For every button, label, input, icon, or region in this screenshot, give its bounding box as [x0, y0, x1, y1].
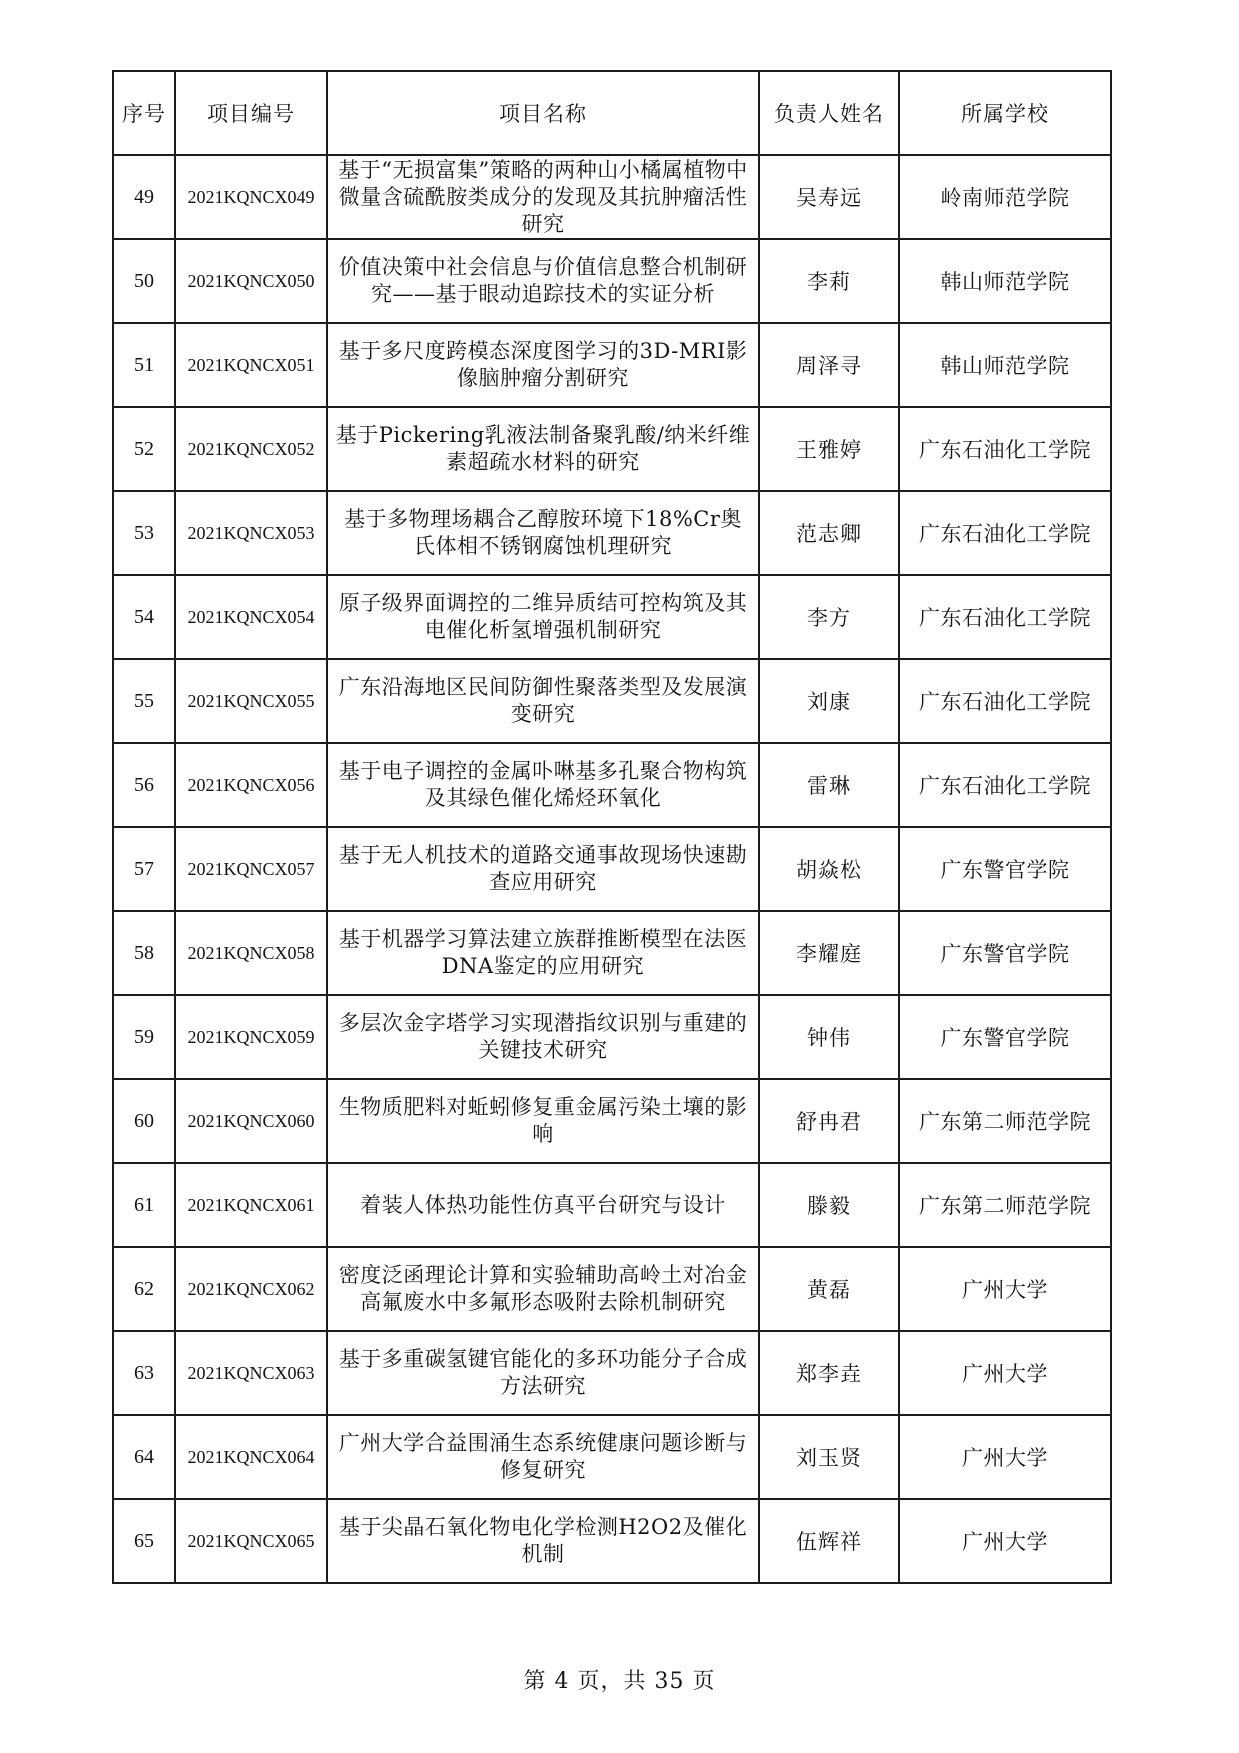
table-row	[113, 1499, 1111, 1583]
cell-name: 基于无人机技术的道路交通事故现场快速勘查应用研究	[327, 827, 759, 911]
cell-leader: 雷琳	[759, 743, 899, 827]
cell-school: 岭南师范学院	[899, 155, 1111, 239]
cell-leader: 舒冉君	[759, 1079, 899, 1163]
cell-name: 基于“无损富集”策略的两种山小橘属植物中微量含硫酰胺类成分的发现及其抗肿瘤活性研究	[327, 155, 759, 239]
table-row	[113, 659, 1111, 743]
cell-name: 广州大学合益围涌生态系统健康问题诊断与修复研究	[327, 1415, 759, 1499]
table-row	[113, 827, 1111, 911]
cell-code: 2021KQNCX057	[175, 827, 327, 911]
table-row	[113, 743, 1111, 827]
cell-leader: 刘康	[759, 659, 899, 743]
project-table	[112, 70, 1112, 1584]
cell-name: 基于尖晶石氧化物电化学检测H2O2及催化机制	[327, 1499, 759, 1583]
cell-name: 基于电子调控的金属卟啉基多孔聚合物构筑及其绿色催化烯烃环氧化	[327, 743, 759, 827]
cell-school: 广东警官学院	[899, 995, 1111, 1079]
header-seq: 序号	[113, 71, 175, 155]
cell-code: 2021KQNCX052	[175, 407, 327, 491]
cell-name: 基于多物理场耦合乙醇胺环境下18%Cr奥氏体相不锈钢腐蚀机理研究	[327, 491, 759, 575]
table-row	[113, 1247, 1111, 1331]
cell-code: 2021KQNCX053	[175, 491, 327, 575]
cell-code: 2021KQNCX064	[175, 1415, 327, 1499]
cell-code: 2021KQNCX065	[175, 1499, 327, 1583]
cell-seq: 56	[113, 743, 175, 827]
cell-seq: 61	[113, 1163, 175, 1247]
cell-name: 生物质肥料对蚯蚓修复重金属污染土壤的影响	[327, 1079, 759, 1163]
cell-leader: 王雅婷	[759, 407, 899, 491]
cell-school: 广东警官学院	[899, 827, 1111, 911]
cell-code: 2021KQNCX056	[175, 743, 327, 827]
cell-leader: 胡焱松	[759, 827, 899, 911]
table-row	[113, 995, 1111, 1079]
cell-name: 基于多尺度跨模态深度图学习的3D-MRI影像脑肿瘤分割研究	[327, 323, 759, 407]
cell-school: 广东第二师范学院	[899, 1163, 1111, 1247]
cell-school: 广东第二师范学院	[899, 1079, 1111, 1163]
cell-seq: 53	[113, 491, 175, 575]
table-header	[113, 71, 1111, 155]
cell-leader: 滕毅	[759, 1163, 899, 1247]
header-row	[113, 71, 1111, 155]
cell-leader: 钟伟	[759, 995, 899, 1079]
cell-school: 广东石油化工学院	[899, 491, 1111, 575]
cell-leader: 李耀庭	[759, 911, 899, 995]
cell-leader: 刘玉贤	[759, 1415, 899, 1499]
cell-name: 基于Pickering乳液法制备聚乳酸/纳米纤维素超疏水材料的研究	[327, 407, 759, 491]
cell-leader: 周泽寻	[759, 323, 899, 407]
cell-code: 2021KQNCX061	[175, 1163, 327, 1247]
cell-school: 广州大学	[899, 1247, 1111, 1331]
cell-seq: 54	[113, 575, 175, 659]
header-leader: 负责人姓名	[759, 71, 899, 155]
cell-leader: 范志卿	[759, 491, 899, 575]
cell-name: 广东沿海地区民间防御性聚落类型及发展演变研究	[327, 659, 759, 743]
cell-seq: 63	[113, 1331, 175, 1415]
cell-seq: 55	[113, 659, 175, 743]
table-row	[113, 239, 1111, 323]
cell-name: 基于多重碳氢键官能化的多环功能分子合成方法研究	[327, 1331, 759, 1415]
cell-seq: 62	[113, 1247, 175, 1331]
cell-leader: 伍辉祥	[759, 1499, 899, 1583]
table-row	[113, 323, 1111, 407]
cell-code: 2021KQNCX062	[175, 1247, 327, 1331]
table-row	[113, 575, 1111, 659]
cell-seq: 57	[113, 827, 175, 911]
cell-name: 密度泛函理论计算和实验辅助高岭土对冶金高氟废水中多氟形态吸附去除机制研究	[327, 1247, 759, 1331]
cell-school: 广州大学	[899, 1499, 1111, 1583]
table-row	[113, 1331, 1111, 1415]
cell-code: 2021KQNCX050	[175, 239, 327, 323]
cell-seq: 52	[113, 407, 175, 491]
cell-seq: 64	[113, 1415, 175, 1499]
table-row	[113, 491, 1111, 575]
cell-school: 韩山师范学院	[899, 239, 1111, 323]
header-name: 项目名称	[327, 71, 759, 155]
cell-name: 着装人体热功能性仿真平台研究与设计	[327, 1163, 759, 1247]
cell-school: 广东石油化工学院	[899, 659, 1111, 743]
cell-code: 2021KQNCX058	[175, 911, 327, 995]
cell-school: 广东石油化工学院	[899, 743, 1111, 827]
cell-code: 2021KQNCX055	[175, 659, 327, 743]
cell-seq: 51	[113, 323, 175, 407]
table-row	[113, 1415, 1111, 1499]
cell-school: 广东石油化工学院	[899, 575, 1111, 659]
cell-code: 2021KQNCX059	[175, 995, 327, 1079]
cell-leader: 李方	[759, 575, 899, 659]
cell-code: 2021KQNCX063	[175, 1331, 327, 1415]
project-list-sheet	[112, 70, 1110, 1584]
table-row	[113, 407, 1111, 491]
cell-seq: 65	[113, 1499, 175, 1583]
cell-name: 价值决策中社会信息与价值信息整合机制研究——基于眼动追踪技术的实证分析	[327, 239, 759, 323]
header-code: 项目编号	[175, 71, 327, 155]
table-row	[113, 1163, 1111, 1247]
cell-seq: 59	[113, 995, 175, 1079]
cell-code: 2021KQNCX060	[175, 1079, 327, 1163]
cell-school: 韩山师范学院	[899, 323, 1111, 407]
cell-seq: 60	[113, 1079, 175, 1163]
cell-leader: 郑李垚	[759, 1331, 899, 1415]
cell-name: 原子级界面调控的二维异质结可控构筑及其电催化析氢增强机制研究	[327, 575, 759, 659]
cell-leader: 吴寿远	[759, 155, 899, 239]
cell-school: 广东石油化工学院	[899, 407, 1111, 491]
table-row	[113, 911, 1111, 995]
table-row	[113, 155, 1111, 239]
page-number-footer: 第 4 页，共 35 页	[523, 1669, 716, 1694]
cell-seq: 50	[113, 239, 175, 323]
cell-code: 2021KQNCX054	[175, 575, 327, 659]
cell-seq: 58	[113, 911, 175, 995]
cell-school: 广东警官学院	[899, 911, 1111, 995]
header-school: 所属学校	[899, 71, 1111, 155]
cell-code: 2021KQNCX049	[175, 155, 327, 239]
cell-school: 广州大学	[899, 1415, 1111, 1499]
cell-name: 基于机器学习算法建立族群推断模型在法医DNA鉴定的应用研究	[327, 911, 759, 995]
table-body	[113, 155, 1111, 1583]
cell-school: 广州大学	[899, 1331, 1111, 1415]
cell-code: 2021KQNCX051	[175, 323, 327, 407]
cell-leader: 黄磊	[759, 1247, 899, 1331]
cell-seq: 49	[113, 155, 175, 239]
cell-leader: 李莉	[759, 239, 899, 323]
table-row	[113, 1079, 1111, 1163]
cell-name: 多层次金字塔学习实现潜指纹识别与重建的关键技术研究	[327, 995, 759, 1079]
